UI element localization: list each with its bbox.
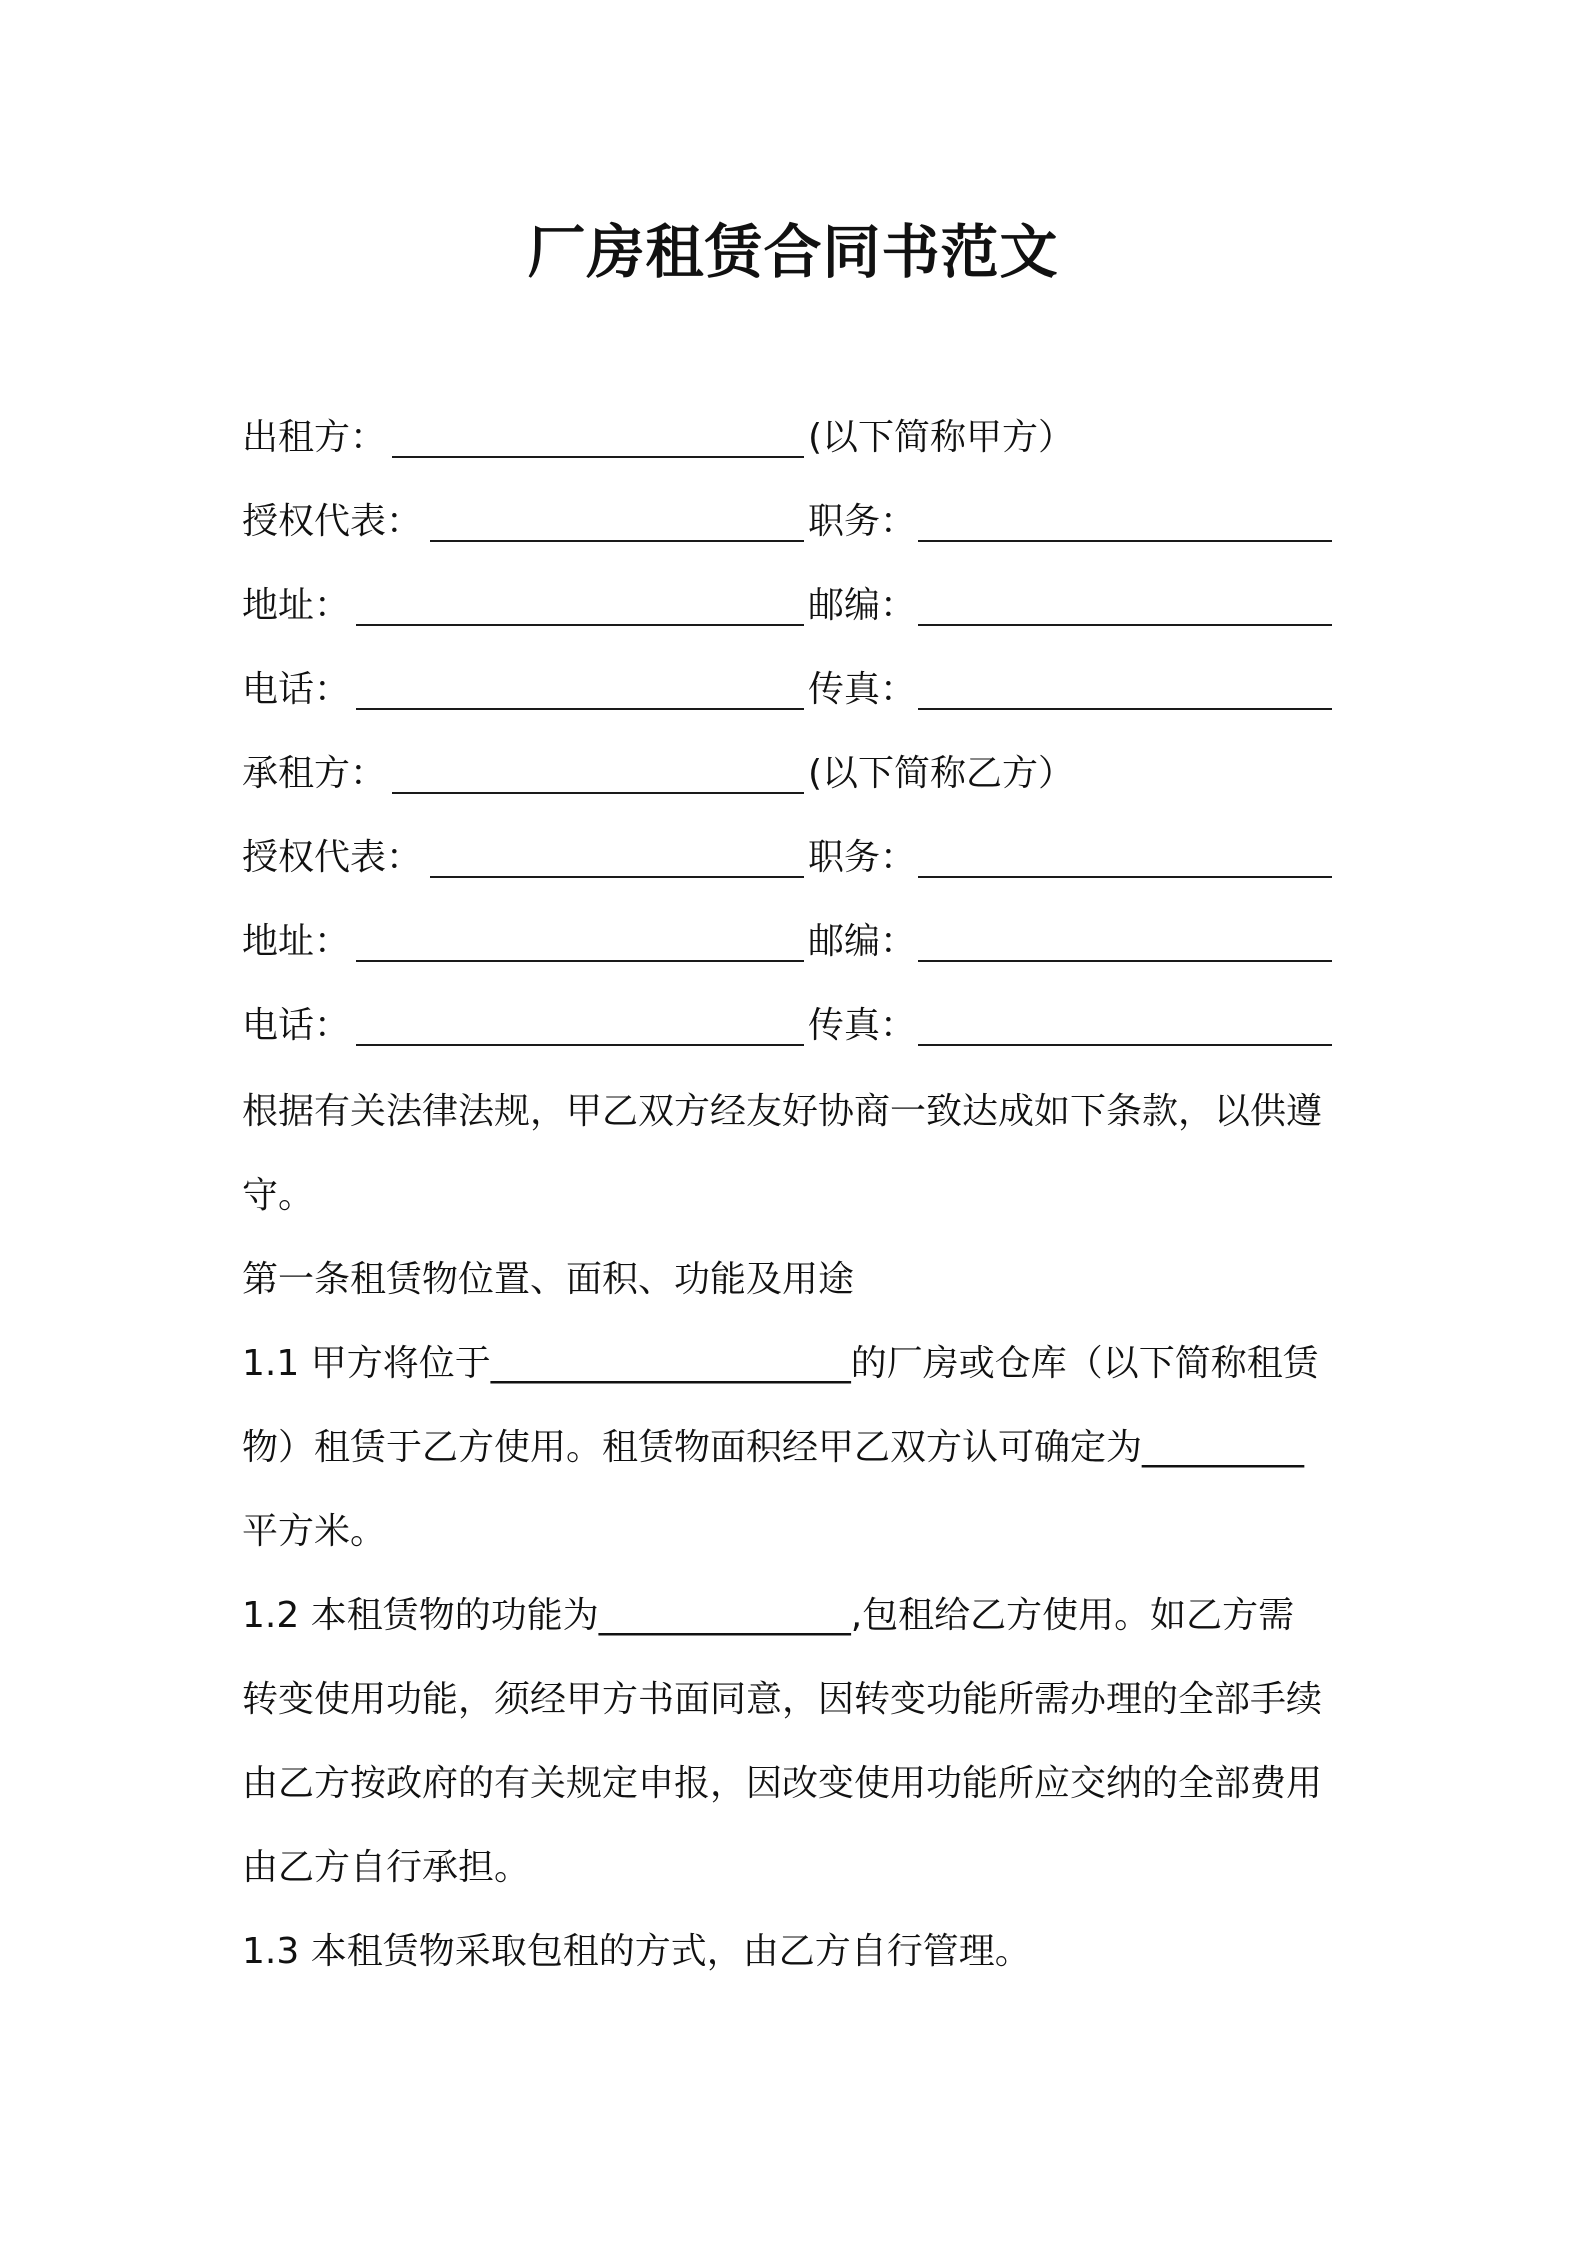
lessor-address-row bbox=[242, 578, 1352, 634]
clause-line: 由乙方自行承担。 bbox=[242, 1847, 531, 1888]
article-heading-text: 第一条租赁物位置、面积、功能及用途 bbox=[242, 1259, 855, 1300]
clause-1-1 bbox=[242, 1322, 1357, 1574]
lessee-postcode-blank bbox=[918, 960, 1332, 962]
lessor-postcode-blank bbox=[918, 624, 1332, 626]
lessor-address-label: 地址： bbox=[242, 585, 351, 626]
lessor-name-label: 出租方： bbox=[242, 417, 387, 458]
lessor-name-row bbox=[242, 410, 1352, 466]
lessor-position-blank bbox=[918, 540, 1332, 542]
lessor-rep-row bbox=[242, 494, 1352, 550]
lessee-address-row bbox=[242, 914, 1352, 970]
article-1-heading bbox=[242, 1238, 1357, 1322]
lessor-phone-label: 电话： bbox=[242, 669, 351, 710]
lessee-phone-blank bbox=[356, 1044, 804, 1046]
lessee-rep-row bbox=[242, 830, 1352, 886]
lessee-phone-label: 电话： bbox=[242, 1005, 351, 1046]
preamble-line: 根据有关法律法规，甲乙双方经友好协商一致达成如下条款，以供遵 bbox=[242, 1091, 1323, 1132]
lessee-name-note: (以下简称乙方） bbox=[808, 753, 1075, 794]
lessor-rep-label: 授权代表： bbox=[242, 501, 423, 542]
lessee-name-label: 承租方： bbox=[242, 753, 387, 794]
lessee-position-blank bbox=[918, 876, 1332, 878]
lessor-fax-label: 传真： bbox=[808, 669, 917, 710]
clause-line: 1.2 本租赁物的功能为______________,包租给乙方使用。如乙方需 bbox=[242, 1595, 1295, 1636]
clause-1-2 bbox=[242, 1574, 1357, 1910]
clause-line: 1.1 甲方将位于____________________的厂房或仓库（以下简称租赁 bbox=[242, 1343, 1319, 1384]
lessor-name-blank bbox=[392, 456, 804, 458]
clause-line: 物）租赁于乙方使用。租赁物面积经甲乙双方认可确定为_________ bbox=[242, 1427, 1305, 1468]
lessee-address-blank bbox=[356, 960, 804, 962]
lessor-phone-row bbox=[242, 662, 1352, 718]
lessee-position-label: 职务： bbox=[808, 837, 917, 878]
lessor-address-blank bbox=[356, 624, 804, 626]
lessee-name-blank bbox=[392, 792, 804, 794]
clause-line: 由乙方按政府的有关规定申报，因改变使用功能所应交纳的全部费用 bbox=[242, 1763, 1323, 1804]
lessor-name-note: (以下简称甲方） bbox=[808, 417, 1075, 458]
preamble-line: 守。 bbox=[242, 1175, 315, 1216]
lessee-fax-blank bbox=[918, 1044, 1332, 1046]
lessee-rep-blank bbox=[430, 876, 804, 878]
lessor-position-label: 职务： bbox=[808, 501, 917, 542]
lessee-address-label: 地址： bbox=[242, 921, 351, 962]
lessee-postcode-label: 邮编： bbox=[808, 921, 917, 962]
lessor-postcode-label: 邮编： bbox=[808, 585, 917, 626]
lessor-rep-blank bbox=[430, 540, 804, 542]
lessee-fax-label: 传真： bbox=[808, 1005, 917, 1046]
clause-line: 平方米。 bbox=[242, 1511, 387, 1552]
document-title: 厂房租赁合同书范文 bbox=[527, 218, 1059, 286]
lessor-fax-blank bbox=[918, 708, 1332, 710]
clause-line: 1.3 本租赁物采取包租的方式，由乙方自行管理。 bbox=[242, 1931, 1031, 1972]
lessor-phone-blank bbox=[356, 708, 804, 710]
clause-line: 转变使用功能，须经甲方书面同意，因转变功能所需办理的全部手续 bbox=[242, 1679, 1323, 1720]
lessee-rep-label: 授权代表： bbox=[242, 837, 423, 878]
lessee-name-row bbox=[242, 746, 1352, 802]
preamble-paragraph bbox=[242, 1070, 1357, 1238]
clause-1-3 bbox=[242, 1910, 1357, 1994]
lessee-phone-row bbox=[242, 998, 1352, 1054]
